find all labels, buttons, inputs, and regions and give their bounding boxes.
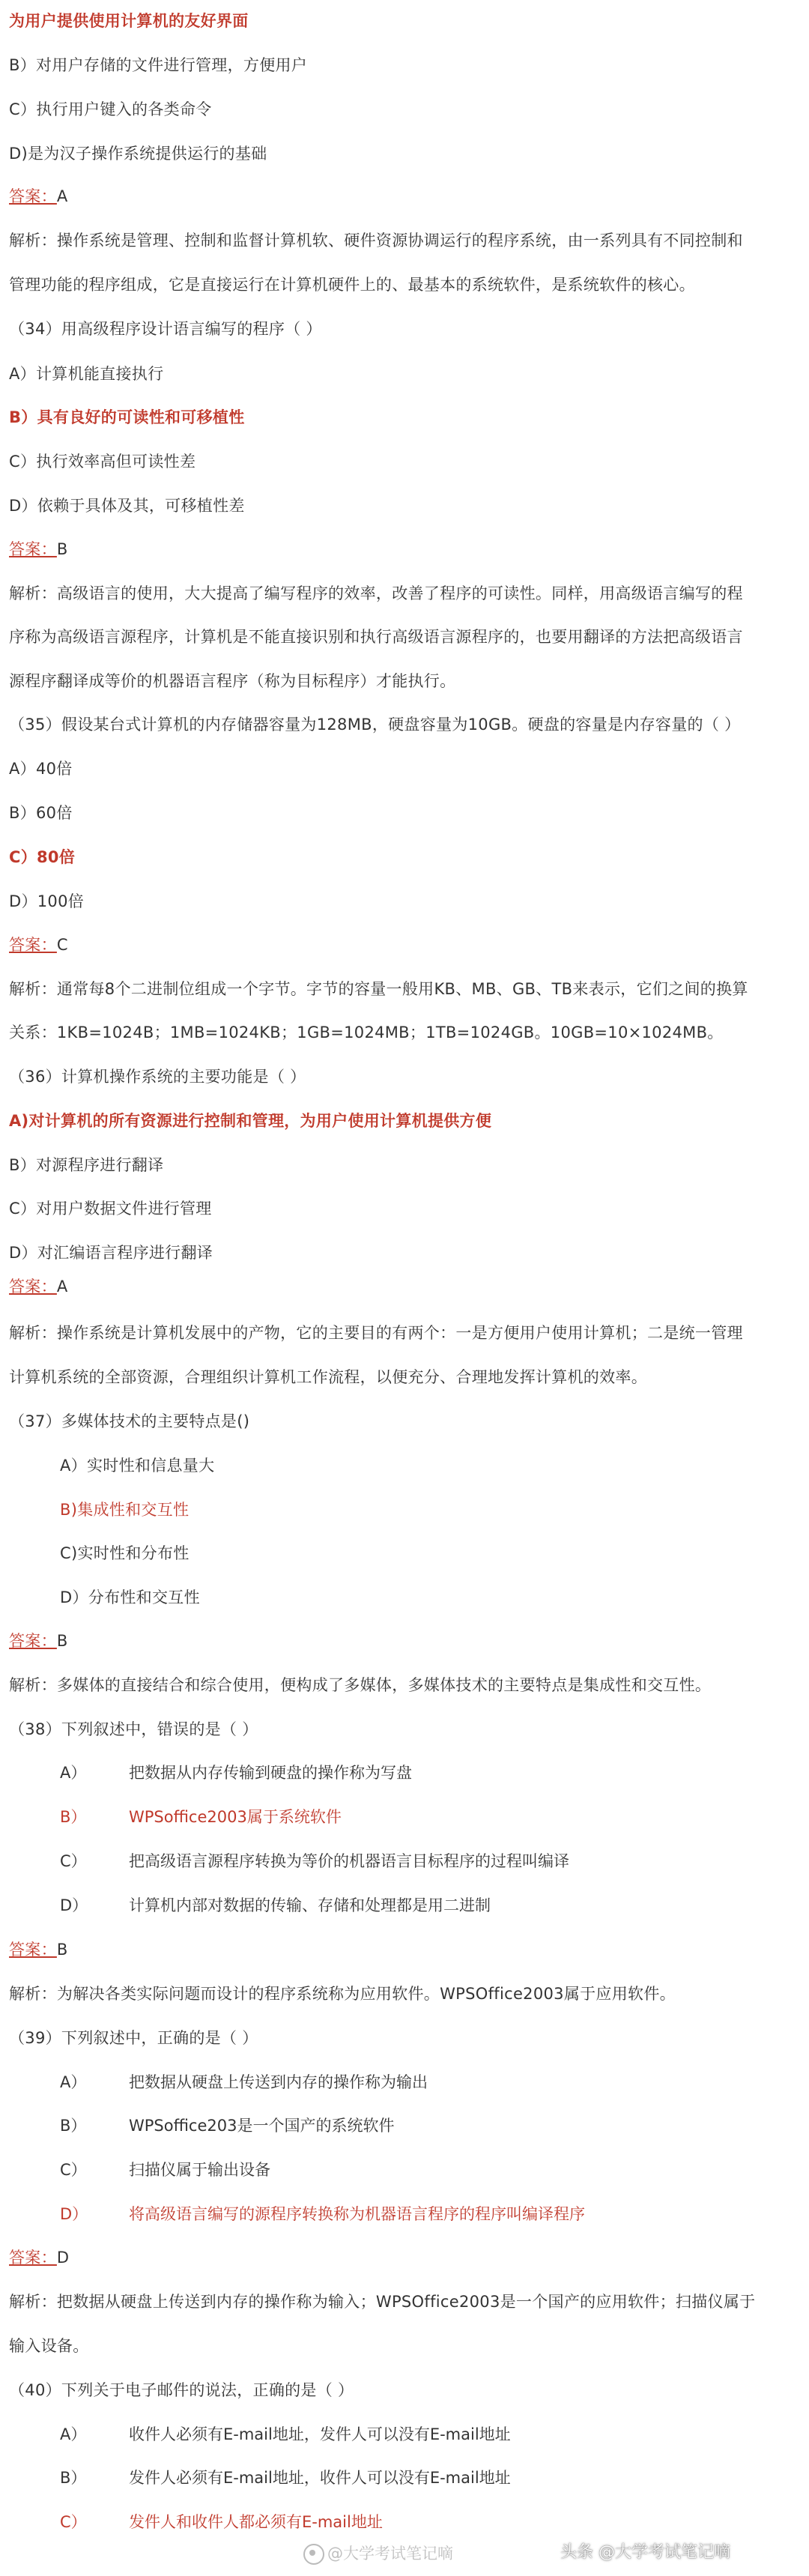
q34-explanation-1: 解析：高级语言的使用，大大提高了编写程序的效率，改善了程序的可读性。同样，用高级语言编写的程: [9, 584, 743, 602]
q34-answer: [9, 538, 799, 560]
option-text: WPSoffice203是一个国产的系统软件: [129, 2117, 395, 2135]
q35-option-d: D）100倍: [9, 892, 85, 910]
answer-value: A: [56, 187, 68, 205]
option-tag: A）: [60, 2425, 87, 2443]
q39-question: （39）下列叙述中，正确的是（ ）: [9, 2029, 258, 2047]
q36-option-b: B）对源程序进行翻译: [9, 1156, 164, 1174]
answer-label: 答案：: [9, 2249, 57, 2267]
answer-label: 答案：: [9, 187, 57, 205]
q36-answer: [9, 1275, 799, 1298]
q33-explanation-1: 解析：操作系统是管理、控制和监督计算机软、硬件资源协调运行的程序系统，由一系列具有不同控制和: [9, 232, 743, 250]
option-tag: B）: [60, 2469, 87, 2487]
answer-label: 答案：: [9, 540, 57, 558]
option-text: 发件人必须有E-mail地址，收件人可以没有E-mail地址: [129, 2469, 511, 2487]
q38-answer: [9, 1938, 799, 1961]
option-tag: C）: [60, 2513, 87, 2531]
q33-explanation-2: 管理功能的程序组成，它是直接运行在计算机硬件上的、最基本的系统软件，是系统软件的核心。: [9, 276, 695, 294]
q33-option-a-correct: 为用户提供使用计算机的友好界面: [9, 12, 249, 30]
q37-option-c: C)实时性和分布性: [60, 1544, 190, 1562]
q39-answer: [9, 2246, 799, 2269]
q34-option-d: D）依赖于具体及其，可移植性差: [9, 497, 245, 515]
q35-option-a: A）40倍: [9, 760, 73, 778]
option-text: 把数据从内存传输到硬盘的操作称为写盘: [129, 1764, 412, 1782]
answer-label: 答案：: [9, 1278, 57, 1295]
q39-explanation-2: 输入设备。: [9, 2337, 89, 2355]
q37-answer: [9, 1630, 799, 1652]
q34-explanation-3: 源程序翻译成等价的机器语言程序（称为目标程序）才能执行。: [9, 672, 456, 690]
answer-value: B: [56, 1632, 68, 1650]
answer-value: B: [56, 540, 68, 558]
option-text: 把数据从硬盘上传送到内存的操作称为输出: [129, 2073, 428, 2091]
toutiao-watermark: 头条 @大学考试笔记嘀: [560, 2543, 730, 2562]
q34-option-a: A）计算机能直接执行: [9, 365, 164, 383]
answer-value: B: [56, 1941, 68, 1959]
q38-question: （38）下列叙述中，错误的是（ ）: [9, 1720, 258, 1738]
q35-option-b: B）60倍: [9, 804, 73, 822]
q35-option-c-correct: C）80倍: [9, 848, 76, 866]
answer-label: 答案：: [9, 1941, 57, 1959]
option-text: WPSoffice2003属于系统软件: [129, 1808, 342, 1826]
answer-value: A: [56, 1278, 68, 1295]
option-tag: D）: [60, 2205, 88, 2223]
q36-question: （36）计算机操作系统的主要功能是（ ）: [9, 1068, 306, 1086]
q33-answer: [9, 185, 799, 208]
option-tag: A）: [60, 1764, 87, 1782]
q35-question: （35）假设某台式计算机的内存储器容量为128MB，硬盘容量为10GB。硬盘的容量是内存容量的（ ）: [9, 716, 741, 734]
option-text: 收件人必须有E-mail地址，发件人可以没有E-mail地址: [129, 2425, 511, 2443]
answer-label: 答案：: [9, 936, 57, 954]
q35-answer: [9, 934, 799, 956]
q37-explanation-1: 解析：多媒体的直接结合和综合使用，便构成了多媒体，多媒体技术的主要特点是集成性和交互性。: [9, 1676, 712, 1694]
q37-option-d: D）分布性和交互性: [60, 1588, 200, 1606]
q36-explanation-1: 解析：操作系统是计算机发展中的产物，它的主要目的有两个：一是方便用户使用计算机；二是统一管理: [9, 1324, 743, 1342]
q38-explanation-1: 解析：为解决各类实际问题而设计的程序系统称为应用软件。WPSOffice2003属于应用软件。: [9, 1985, 676, 2003]
option-text: 发件人和收件人都必须有E-mail地址: [129, 2513, 383, 2531]
option-tag: B）: [60, 2117, 87, 2135]
q36-explanation-2: 计算机系统的全部资源，合理组织计算机工作流程，以便充分、合理地发挥计算机的效率。: [9, 1368, 647, 1386]
q34-option-b-correct: B）具有良好的可读性和可移植性: [9, 408, 245, 426]
q36-option-d: D）对汇编语言程序进行翻译: [9, 1244, 213, 1262]
q35-explanation-2: 关系：1KB=1024B；1MB=1024KB；1GB=1024MB；1TB=1024GB。10GB=10×1024MB。: [9, 1024, 724, 1041]
q37-option-b-correct: B)集成性和交互性: [60, 1501, 190, 1519]
q39-explanation-1: 解析：把数据从硬盘上传送到内存的操作称为输入；WPSOffice2003是一个国产的应用软件；扫描仪属于: [9, 2293, 756, 2311]
q40-question: （40）下列关于电子邮件的说法，正确的是（ ）: [9, 2381, 354, 2399]
option-tag: A）: [60, 2073, 87, 2091]
q35-explanation-1: 解析：通常每8个二进制位组成一个字节。字节的容量一般用KB、MB、GB、TB来表示，它们之间的换算: [9, 980, 748, 998]
answer-value: D: [56, 2249, 70, 2267]
q33-option-c: C）执行用户键入的各类命令: [9, 100, 212, 118]
q33-option-b: B）对用户存储的文件进行管理，方便用户: [9, 56, 308, 74]
option-tag: C）: [60, 1852, 87, 1870]
option-text: 将高级语言编写的源程序转换称为机器语言程序的程序叫编译程序: [129, 2205, 585, 2223]
q36-option-c: C）对用户数据文件进行管理: [9, 1200, 212, 1218]
watermark-text: @大学考试笔记嘀: [327, 2545, 453, 2563]
option-text: 扫描仪属于输出设备: [129, 2161, 270, 2179]
option-tag: D）: [60, 1896, 88, 1914]
q34-option-c: C）执行效率高但可读性差: [9, 453, 196, 471]
option-tag: B）: [60, 1808, 87, 1826]
option-text: 计算机内部对数据的传输、存储和处理都是用二进制: [129, 1896, 491, 1914]
q37-option-a: A）实时性和信息量大: [60, 1457, 215, 1475]
answer-value: C: [56, 936, 68, 954]
option-tag: C）: [60, 2161, 87, 2179]
q34-explanation-2: 序称为高级语言源程序，计算机是不能直接识别和执行高级语言源程序的，也要用翻译的方法把高级语言: [9, 628, 743, 646]
weibo-watermark: [303, 2542, 453, 2565]
option-text: 把高级语言源程序转换为等价的机器语言目标程序的过程叫编译: [129, 1852, 569, 1870]
q33-option-d: D)是为汉子操作系统提供运行的基础: [9, 145, 267, 163]
q36-option-a-correct: A)对计算机的所有资源进行控制和管理，为用户使用计算机提供方便: [9, 1112, 492, 1130]
answer-label: 答案：: [9, 1632, 57, 1650]
weibo-logo-icon: [303, 2544, 324, 2565]
q37-question: （37）多媒体技术的主要特点是(): [9, 1412, 250, 1430]
q34-question: （34）用高级程序设计语言编写的程序（ ）: [9, 320, 322, 338]
